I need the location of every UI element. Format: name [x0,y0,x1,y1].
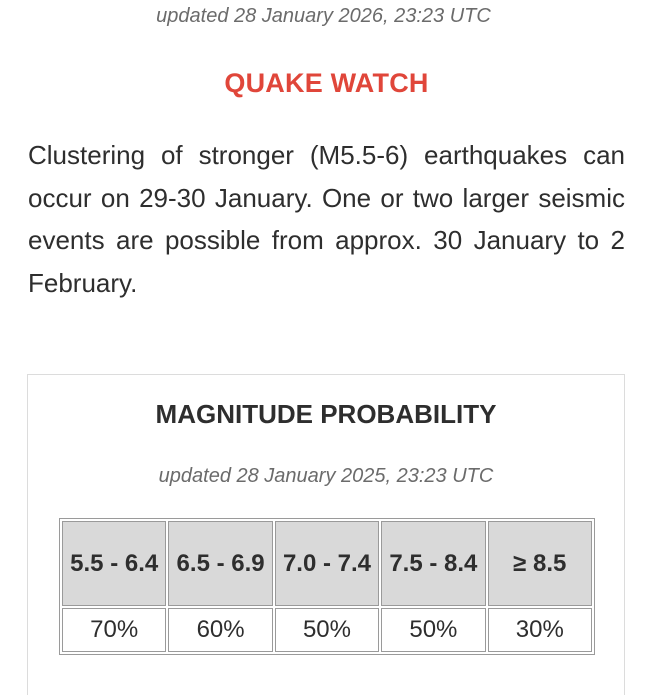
probability-cell: 50% [275,608,379,652]
magnitude-probability-table [59,518,595,655]
probability-cell: 30% [488,608,592,652]
probability-cell: 70% [62,608,166,652]
updated-timestamp: updated 28 January 2026, 23:23 UTC [156,5,491,27]
magnitude-range-cell: 6.5 - 6.9 [168,521,272,606]
magnitude-probability-panel [27,374,625,695]
panel-title: MAGNITUDE PROBABILITY [155,399,497,429]
forecast-text: Clustering of stronger (M5.5-6) earthquakes can occur on 29-30 January. One or two larger seismic events are possible from approx. 30 January to 2 February. [28,140,625,298]
panel-updated-timestamp: updated 28 January 2025, 23:23 UTC [158,465,494,487]
quake-watch-title: QUAKE WATCH [224,68,429,98]
magnitude-header-row [62,521,592,606]
magnitude-range-cell: 5.5 - 6.4 [62,521,166,606]
probability-cell: 50% [381,608,485,652]
magnitude-range-cell: ≥ 8.5 [488,521,592,606]
magnitude-range-cell: 7.5 - 8.4 [381,521,485,606]
probability-cell: 60% [168,608,272,652]
magnitude-range-cell: 7.0 - 7.4 [275,521,379,606]
probability-row [62,608,592,652]
